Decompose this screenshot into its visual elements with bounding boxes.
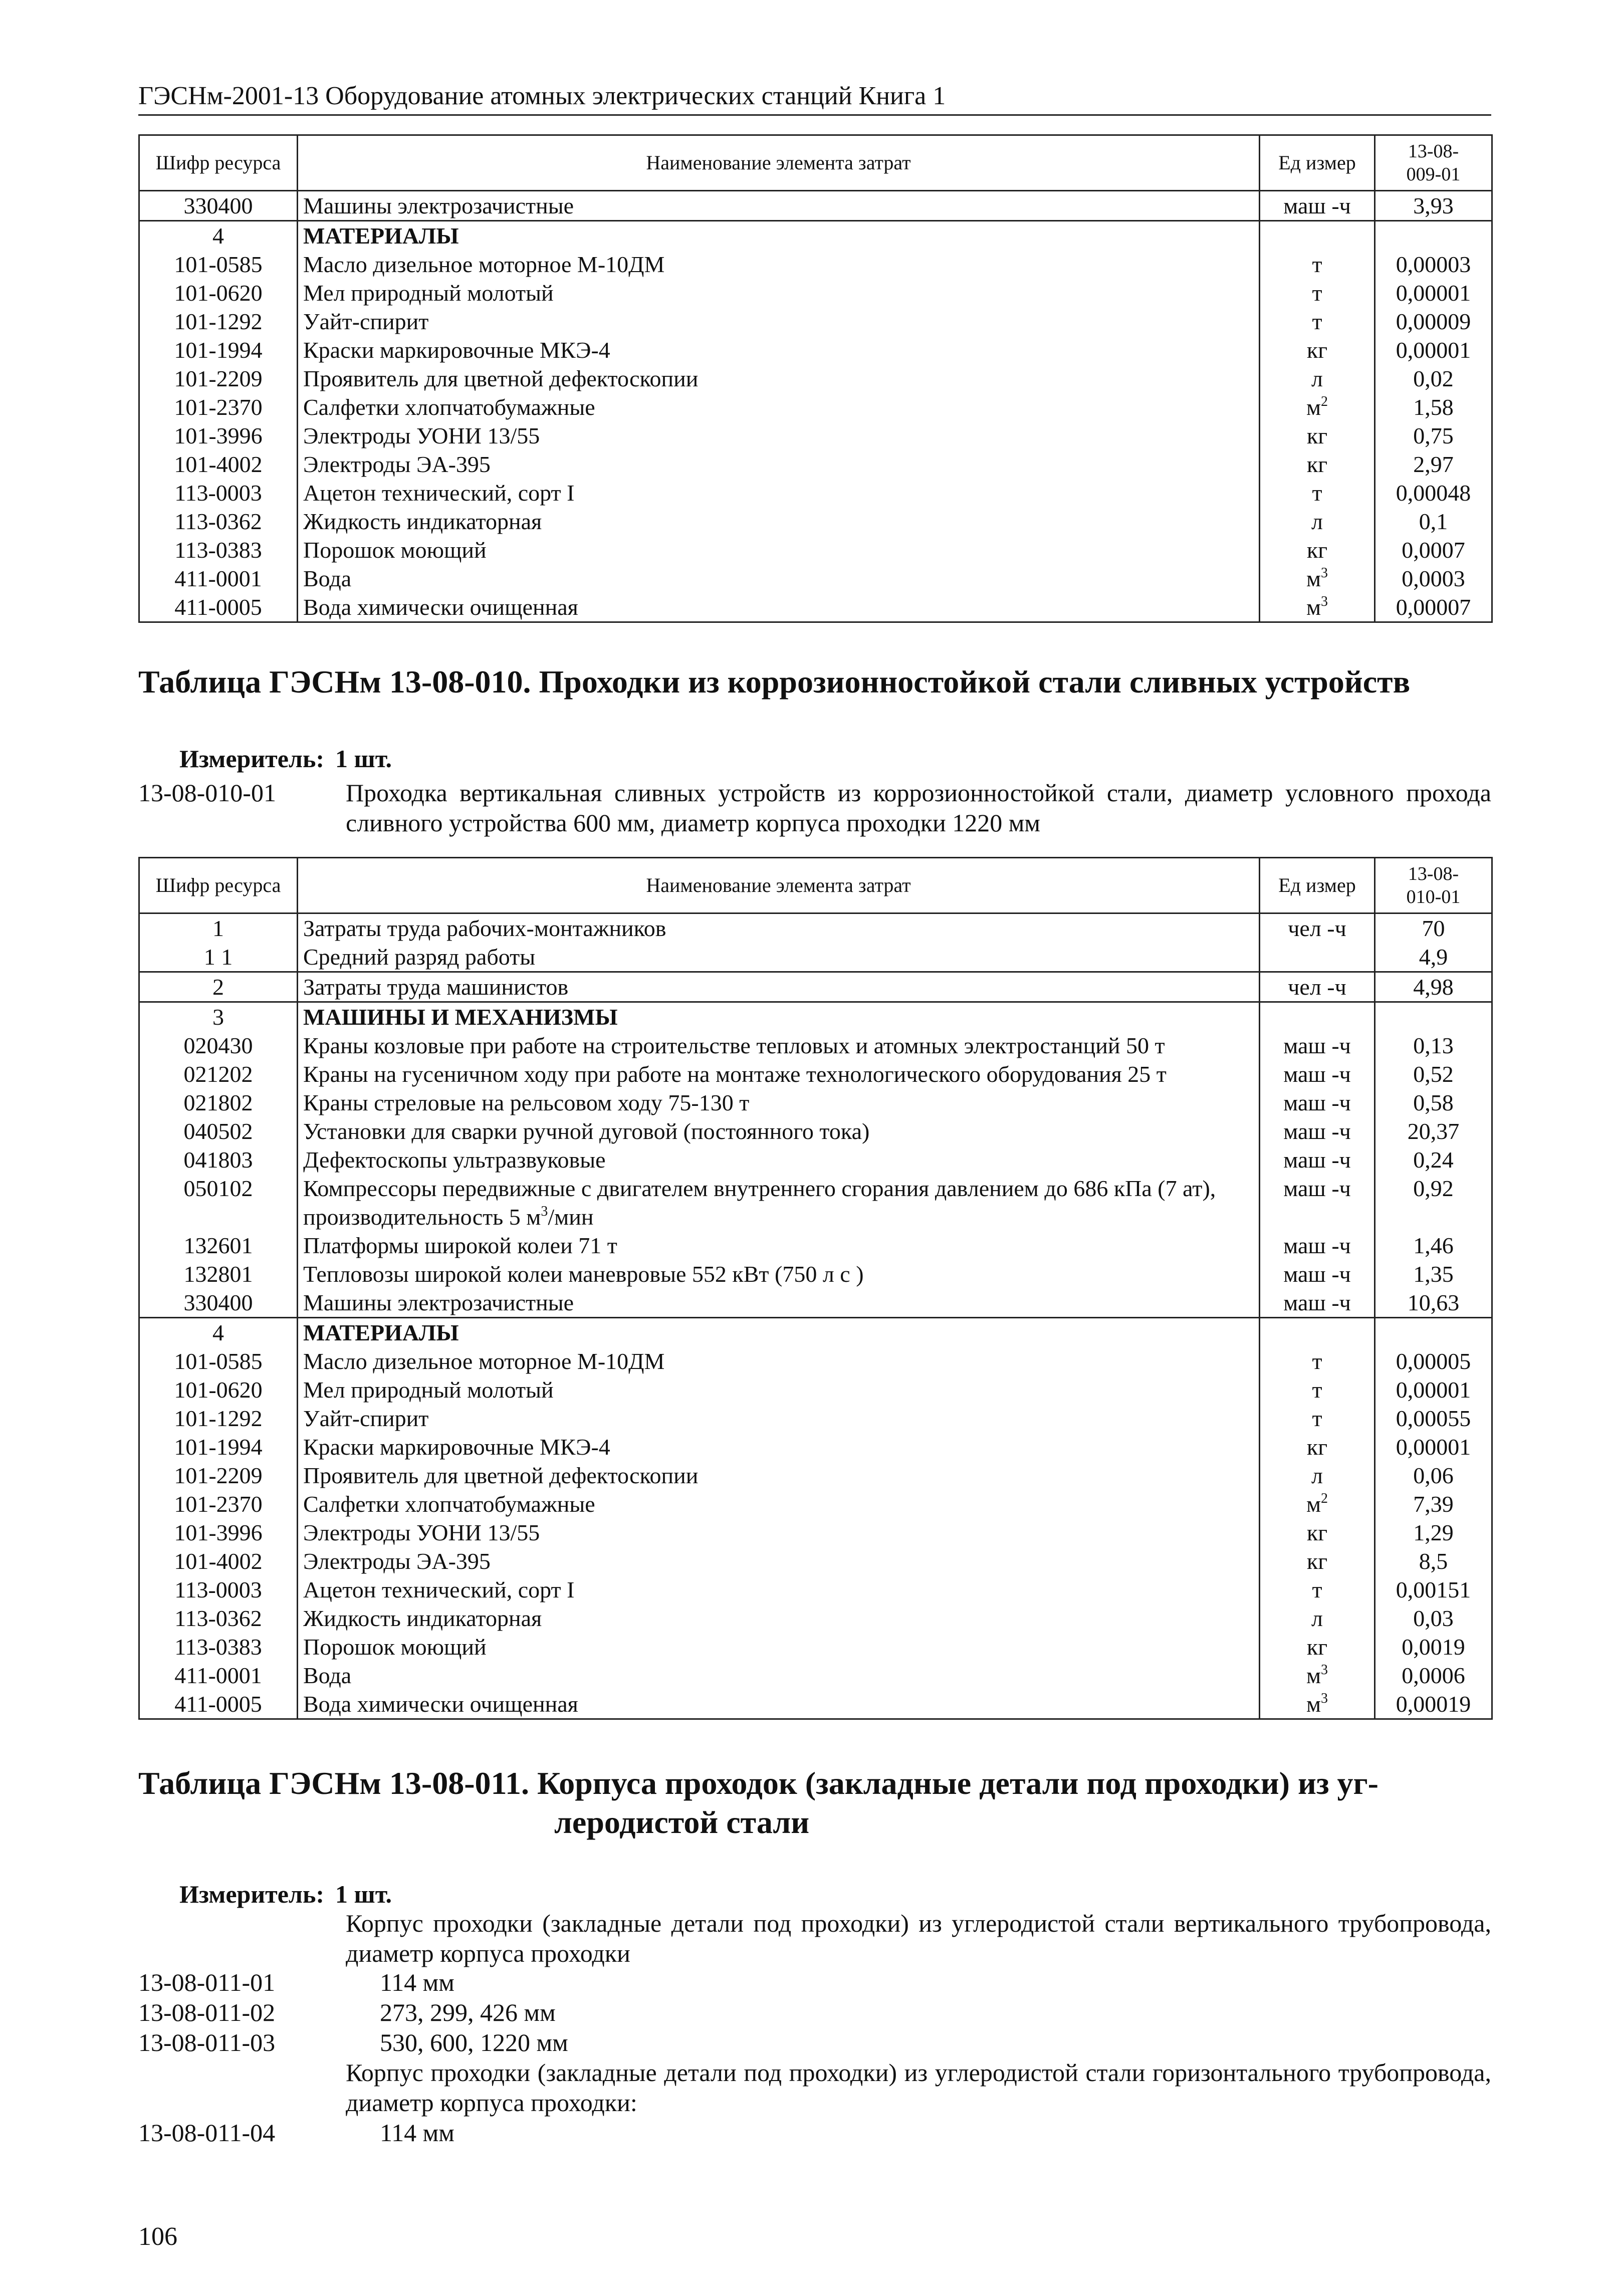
resource-unit: л	[1260, 364, 1375, 393]
measure-value: 1 шт.	[335, 745, 392, 773]
resource-name: МАТЕРИАЛЫ	[298, 221, 1260, 251]
table-row	[139, 593, 1492, 622]
resource-unit: т	[1260, 307, 1375, 336]
resource-name: Салфетки хлопчатобумажные	[298, 393, 1260, 421]
resource-name: Салфетки хлопчатобумажные	[298, 1490, 1260, 1518]
resource-code: 411-0001	[139, 1661, 298, 1690]
norm-value: 0,03	[1375, 1604, 1492, 1633]
resource-name: Тепловозы широкой колеи маневровые 552 кВт (750 л с )	[298, 1260, 1260, 1288]
norm-value: 0,00001	[1375, 279, 1492, 307]
resource-code: 101-2370	[139, 393, 298, 421]
norm-value: 0,75	[1375, 421, 1492, 450]
table-row	[139, 393, 1492, 421]
resource-unit: кг	[1260, 1518, 1375, 1547]
resource-code: 411-0005	[139, 1690, 298, 1719]
resource-code: 101-2209	[139, 1461, 298, 1490]
table-row	[139, 1433, 1492, 1461]
resource-unit: т	[1260, 1347, 1375, 1375]
resource-code: 113-0383	[139, 1633, 298, 1661]
resource-name: Уайт-спирит	[298, 1404, 1260, 1433]
resource-unit: л	[1260, 1604, 1375, 1633]
norm-code-line2: 009-01	[1406, 164, 1461, 185]
table-row	[139, 943, 1492, 972]
resource-name: Порошок моющий	[298, 1633, 1260, 1661]
resource-unit: маш -ч	[1260, 191, 1375, 221]
norm-value: 0,02	[1375, 364, 1492, 393]
table-row	[139, 536, 1492, 564]
resource-unit: $м^2$	[1260, 393, 1375, 421]
table-row	[139, 1347, 1492, 1375]
resource-unit: кг	[1260, 1547, 1375, 1575]
resource-code: 020430	[139, 1031, 298, 1060]
resource-unit: т	[1260, 279, 1375, 307]
table-row	[139, 1547, 1492, 1575]
table-row	[139, 1404, 1492, 1433]
resource-code: 041803	[139, 1145, 298, 1174]
resource-code: 132601	[139, 1231, 298, 1260]
measure-unit	[179, 1879, 392, 1909]
resource-unit: $м^3$	[1260, 564, 1375, 593]
norm-value	[1375, 221, 1492, 251]
section-row	[139, 221, 1492, 251]
resource-code: 050102	[139, 1174, 298, 1231]
resource-name: Проявитель для цветной дефектоскопии	[298, 364, 1260, 393]
resource-unit: $м^3$	[1260, 593, 1375, 622]
norm-value: 0,00009	[1375, 307, 1492, 336]
norm-value: 0,24	[1375, 1145, 1492, 1174]
resource-unit: т	[1260, 1375, 1375, 1404]
norm-value: 0,00001	[1375, 1375, 1492, 1404]
resource-code: 101-4002	[139, 1547, 298, 1575]
resource-code: 101-3996	[139, 1518, 298, 1547]
table-row	[139, 307, 1492, 336]
entry-diameter: 530, 600, 1220 мм	[380, 2028, 568, 2056]
table-row	[139, 1060, 1492, 1088]
entry-diameter: 114 мм	[380, 2119, 454, 2147]
table-row	[139, 479, 1492, 507]
norm-value: 0,00151	[1375, 1575, 1492, 1604]
norm-value: 1,46	[1375, 1231, 1492, 1260]
norm-value: 2,97	[1375, 450, 1492, 479]
resource-table-13-08-010-01	[138, 857, 1493, 1720]
resource-unit: кг	[1260, 450, 1375, 479]
resource-unit: маш -ч	[1260, 1088, 1375, 1117]
norm-value: 0,06	[1375, 1461, 1492, 1490]
resource-code: 330400	[139, 1288, 298, 1318]
resource-code: 101-1994	[139, 336, 298, 364]
resource-code: 101-3996	[139, 421, 298, 450]
resource-unit: $м^3$	[1260, 1690, 1375, 1719]
table-row	[139, 1260, 1492, 1288]
norm-value: 0,0007	[1375, 536, 1492, 564]
entry-code: 13-08-010-01	[138, 779, 276, 807]
resource-unit: $м^3$	[1260, 1661, 1375, 1690]
resource-name: Электроды УОНИ 13/55	[298, 421, 1260, 450]
resource-name: Затраты труда рабочих-монтажников	[298, 913, 1260, 943]
resource-code: 101-0585	[139, 1347, 298, 1375]
norm-value: 0,1	[1375, 507, 1492, 536]
resource-name: Ацетон технический, сорт I	[298, 1575, 1260, 1604]
resource-name: Затраты труда машинистов	[298, 972, 1260, 1002]
table-row	[139, 1461, 1492, 1490]
resource-code: 113-0362	[139, 507, 298, 536]
norm-value: 0,00048	[1375, 479, 1492, 507]
resource-code: 101-4002	[139, 450, 298, 479]
norm-value: 0,58	[1375, 1088, 1492, 1117]
table-row	[139, 1288, 1492, 1318]
norm-value: 1,29	[1375, 1518, 1492, 1547]
resource-name: Масло дизельное моторное М-10ДМ	[298, 250, 1260, 279]
entry-diameter: 273, 299, 426 мм	[380, 1998, 556, 2026]
resource-code: 101-0620	[139, 279, 298, 307]
column-header-name: Наименование элемента затрат	[298, 135, 1260, 191]
table-row	[139, 250, 1492, 279]
entry-description: Проходка вертикальная сливных устройств из коррозионностойкой стали, диаметр условного прохода сливного устройства 600 мм, диаметр корпуса проходки 1220 мм	[346, 779, 1491, 837]
resource-unit: л	[1260, 507, 1375, 536]
norm-value: 0,0003	[1375, 564, 1492, 593]
page-number: 106	[138, 2222, 177, 2251]
resource-name: Проявитель для цветной дефектоскопии	[298, 1461, 1260, 1490]
resource-name: Краны козловые при работе на строительстве тепловых и атомных электростанций 50 т	[298, 1031, 1260, 1060]
norm-value: 0,0006	[1375, 1661, 1492, 1690]
resource-code: 021802	[139, 1088, 298, 1117]
resource-code: 1 1	[139, 943, 298, 972]
resource-name: Электроды ЭА-395	[298, 450, 1260, 479]
resource-code: 330400	[139, 191, 298, 221]
table-row	[139, 336, 1492, 364]
resource-name: Жидкость индикаторная	[298, 1604, 1260, 1633]
resource-code: 113-0383	[139, 536, 298, 564]
resource-code: 101-1292	[139, 1404, 298, 1433]
resource-name: Ацетон технический, сорт I	[298, 479, 1260, 507]
table-body	[139, 913, 1492, 1719]
resource-name: Краски маркировочные МКЭ-4	[298, 1433, 1260, 1461]
table-title-13-08-010: Таблица ГЭСНм 13-08-010. Проходки из коррозионностойкой стали сливных устройств	[138, 664, 1411, 700]
running-header: ГЭСНм-2001-13 Оборудование атомных электрических станций Книга 1	[138, 80, 1491, 116]
resource-unit: т	[1260, 479, 1375, 507]
resource-name: Установки для сварки ручной дуговой (постоянного тока)	[298, 1117, 1260, 1145]
resource-unit	[1260, 943, 1375, 972]
resource-name: Краны стреловые на рельсовом ходу 75-130 т	[298, 1088, 1260, 1117]
resource-table-13-08-009-01	[138, 134, 1493, 623]
group-description-horizontal: Корпус проходки (закладные детали под проходки) из углеродистой стали горизонтального трубопровода, диаметр корпуса проходки:	[346, 2058, 1491, 2117]
resource-unit: л	[1260, 1461, 1375, 1490]
column-header-unit: Ед измер	[1260, 858, 1375, 913]
resource-name: Мел природный молотый	[298, 1375, 1260, 1404]
norm-value	[1375, 1002, 1492, 1032]
resource-unit	[1260, 221, 1375, 251]
resource-unit: маш -ч	[1260, 1145, 1375, 1174]
resource-name: Вода химически очищенная	[298, 1690, 1260, 1719]
resource-unit: чел -ч	[1260, 913, 1375, 943]
resource-code: 4	[139, 221, 298, 251]
table-row	[139, 564, 1492, 593]
table-row	[139, 191, 1492, 221]
measure-label: Измеритель:	[179, 1880, 325, 1908]
entry-code: 13-08-011-02	[138, 1998, 276, 2026]
resource-name: Машины электрозачистные	[298, 1288, 1260, 1318]
norm-value: 0,00019	[1375, 1690, 1492, 1719]
table-header-row	[139, 135, 1492, 191]
entry-diameter: 114 мм	[380, 1968, 454, 1996]
norm-value: 0,0019	[1375, 1633, 1492, 1661]
norm-value: 0,00005	[1375, 1347, 1492, 1375]
resource-unit: кг	[1260, 421, 1375, 450]
table-row	[139, 1661, 1492, 1690]
entry-code: 13-08-011-01	[138, 1968, 276, 1996]
column-header-norm	[1375, 858, 1492, 913]
section-row	[139, 1318, 1492, 1347]
section-row	[139, 1002, 1492, 1032]
resource-code: 3	[139, 1002, 298, 1032]
resource-unit: маш -ч	[1260, 1031, 1375, 1060]
table-header-row	[139, 858, 1492, 913]
resource-name: Мел природный молотый	[298, 279, 1260, 307]
resource-code: 021202	[139, 1060, 298, 1088]
norm-value: 0,00001	[1375, 1433, 1492, 1461]
resource-name: Вода	[298, 564, 1260, 593]
norm-value: 3,93	[1375, 191, 1492, 221]
norm-code-line1: 13-08-	[1408, 863, 1459, 884]
table-row	[139, 1088, 1492, 1117]
table-title-13-08-011	[138, 1764, 1491, 1842]
resource-code: 101-0585	[139, 250, 298, 279]
norm-value: 4,9	[1375, 943, 1492, 972]
resource-unit: кг	[1260, 536, 1375, 564]
resource-name: Краны на гусеничном ходу при работе на монтаже технологического оборудования 25 т	[298, 1060, 1260, 1088]
table-row	[139, 1690, 1492, 1719]
table-row	[139, 1633, 1492, 1661]
table-row	[139, 364, 1492, 393]
resource-unit: маш -ч	[1260, 1174, 1375, 1231]
resource-name: Порошок моющий	[298, 536, 1260, 564]
norm-value: 0,52	[1375, 1060, 1492, 1088]
resource-code: 411-0001	[139, 564, 298, 593]
table-row	[139, 913, 1492, 943]
column-header-code: Шифр ресурса	[139, 858, 298, 913]
resource-unit: маш -ч	[1260, 1260, 1375, 1288]
norm-value: 0,92	[1375, 1174, 1492, 1231]
table-row	[139, 1231, 1492, 1260]
resource-code: 101-0620	[139, 1375, 298, 1404]
resource-code: 101-2209	[139, 364, 298, 393]
resource-code: 2	[139, 972, 298, 1002]
norm-value: 0,00003	[1375, 250, 1492, 279]
entry-code: 13-08-011-03	[138, 2028, 276, 2056]
norm-value: 4,98	[1375, 972, 1492, 1002]
resource-unit: чел -ч	[1260, 972, 1375, 1002]
resource-unit: кг	[1260, 336, 1375, 364]
resource-unit: кг	[1260, 1633, 1375, 1661]
resource-unit: маш -ч	[1260, 1288, 1375, 1318]
table-row	[139, 972, 1492, 1002]
norm-value	[1375, 1318, 1492, 1347]
resource-name: Компрессоры передвижные с двигателем внутреннего сгорания давлением до 686 кПа (7 ат), производительность 5 $м^3$/мин	[298, 1174, 1260, 1231]
table-row	[139, 1375, 1492, 1404]
resource-code: 411-0005	[139, 593, 298, 622]
table-row	[139, 1117, 1492, 1145]
resource-unit: т	[1260, 1404, 1375, 1433]
table-row	[139, 1031, 1492, 1060]
resource-unit: маш -ч	[1260, 1231, 1375, 1260]
norm-value: 20,37	[1375, 1117, 1492, 1145]
norm-value: 70	[1375, 913, 1492, 943]
table-row	[139, 1604, 1492, 1633]
resource-code: 113-0362	[139, 1604, 298, 1633]
norm-value: 1,35	[1375, 1260, 1492, 1288]
resource-name: Электроды УОНИ 13/55	[298, 1518, 1260, 1547]
table-body	[139, 191, 1492, 622]
measure-unit	[179, 744, 392, 774]
table-row	[139, 450, 1492, 479]
resource-unit	[1260, 1318, 1375, 1347]
resource-name: Вода	[298, 1661, 1260, 1690]
resource-code: 4	[139, 1318, 298, 1347]
column-header-unit: Ед измер	[1260, 135, 1375, 191]
resource-code: 101-1994	[139, 1433, 298, 1461]
resource-code: 101-1292	[139, 307, 298, 336]
norm-value: 7,39	[1375, 1490, 1492, 1518]
table-title-line1: Таблица ГЭСНм 13-08-011. Корпуса проходок (закладные детали под проходки) из уг-	[138, 1765, 1378, 1801]
table-row	[139, 421, 1492, 450]
norm-value: 0,00007	[1375, 593, 1492, 622]
table-row	[139, 1575, 1492, 1604]
resource-name: Вода химически очищенная	[298, 593, 1260, 622]
resource-name: Краски маркировочные МКЭ-4	[298, 336, 1260, 364]
norm-value: 0,00001	[1375, 336, 1492, 364]
resource-name: Машины электрозачистные	[298, 191, 1260, 221]
resource-unit: т	[1260, 1575, 1375, 1604]
resource-name: Жидкость индикаторная	[298, 507, 1260, 536]
table-row	[139, 1174, 1492, 1231]
resource-name: МАШИНЫ И МЕХАНИЗМЫ	[298, 1002, 1260, 1032]
resource-unit: т	[1260, 250, 1375, 279]
measure-label: Измеритель:	[179, 745, 325, 773]
resource-unit: $м^2$	[1260, 1490, 1375, 1518]
table-row	[139, 1490, 1492, 1518]
table-title-line2: леродистой стали	[554, 1804, 810, 1840]
resource-unit	[1260, 1002, 1375, 1032]
resource-name: Дефектоскопы ультразвуковые	[298, 1145, 1260, 1174]
column-header-code: Шифр ресурса	[139, 135, 298, 191]
resource-unit: маш -ч	[1260, 1060, 1375, 1088]
column-header-norm	[1375, 135, 1492, 191]
norm-value: 0,00055	[1375, 1404, 1492, 1433]
norm-value: 0,13	[1375, 1031, 1492, 1060]
resource-code: 113-0003	[139, 1575, 298, 1604]
table-row	[139, 279, 1492, 307]
group-description-vertical: Корпус проходки (закладные детали под проходки) из углеродистой стали вертикального трубопровода, диаметр корпуса проходки	[346, 1909, 1491, 1967]
resource-unit: кг	[1260, 1433, 1375, 1461]
resource-name: Масло дизельное моторное М-10ДМ	[298, 1347, 1260, 1375]
resource-code: 113-0003	[139, 479, 298, 507]
resource-name: Электроды ЭА-395	[298, 1547, 1260, 1575]
column-header-name: Наименование элемента затрат	[298, 858, 1260, 913]
norm-code-line1: 13-08-	[1408, 141, 1459, 162]
norm-value: 10,63	[1375, 1288, 1492, 1318]
resource-unit: маш -ч	[1260, 1117, 1375, 1145]
resource-code: 040502	[139, 1117, 298, 1145]
resource-name: Средний разряд работы	[298, 943, 1260, 972]
table-row	[139, 1518, 1492, 1547]
norm-value: 8,5	[1375, 1547, 1492, 1575]
entry-code: 13-08-011-04	[138, 2119, 276, 2147]
table-row	[139, 1145, 1492, 1174]
resource-name: МАТЕРИАЛЫ	[298, 1318, 1260, 1347]
resource-name: Уайт-спирит	[298, 307, 1260, 336]
resource-code: 132801	[139, 1260, 298, 1288]
measure-value: 1 шт.	[335, 1880, 392, 1908]
resource-code: 101-2370	[139, 1490, 298, 1518]
resource-code: 1	[139, 913, 298, 943]
norm-code-line2: 010-01	[1406, 886, 1461, 907]
norm-value: 1,58	[1375, 393, 1492, 421]
resource-name: Платформы широкой колеи 71 т	[298, 1231, 1260, 1260]
table-row	[139, 507, 1492, 536]
